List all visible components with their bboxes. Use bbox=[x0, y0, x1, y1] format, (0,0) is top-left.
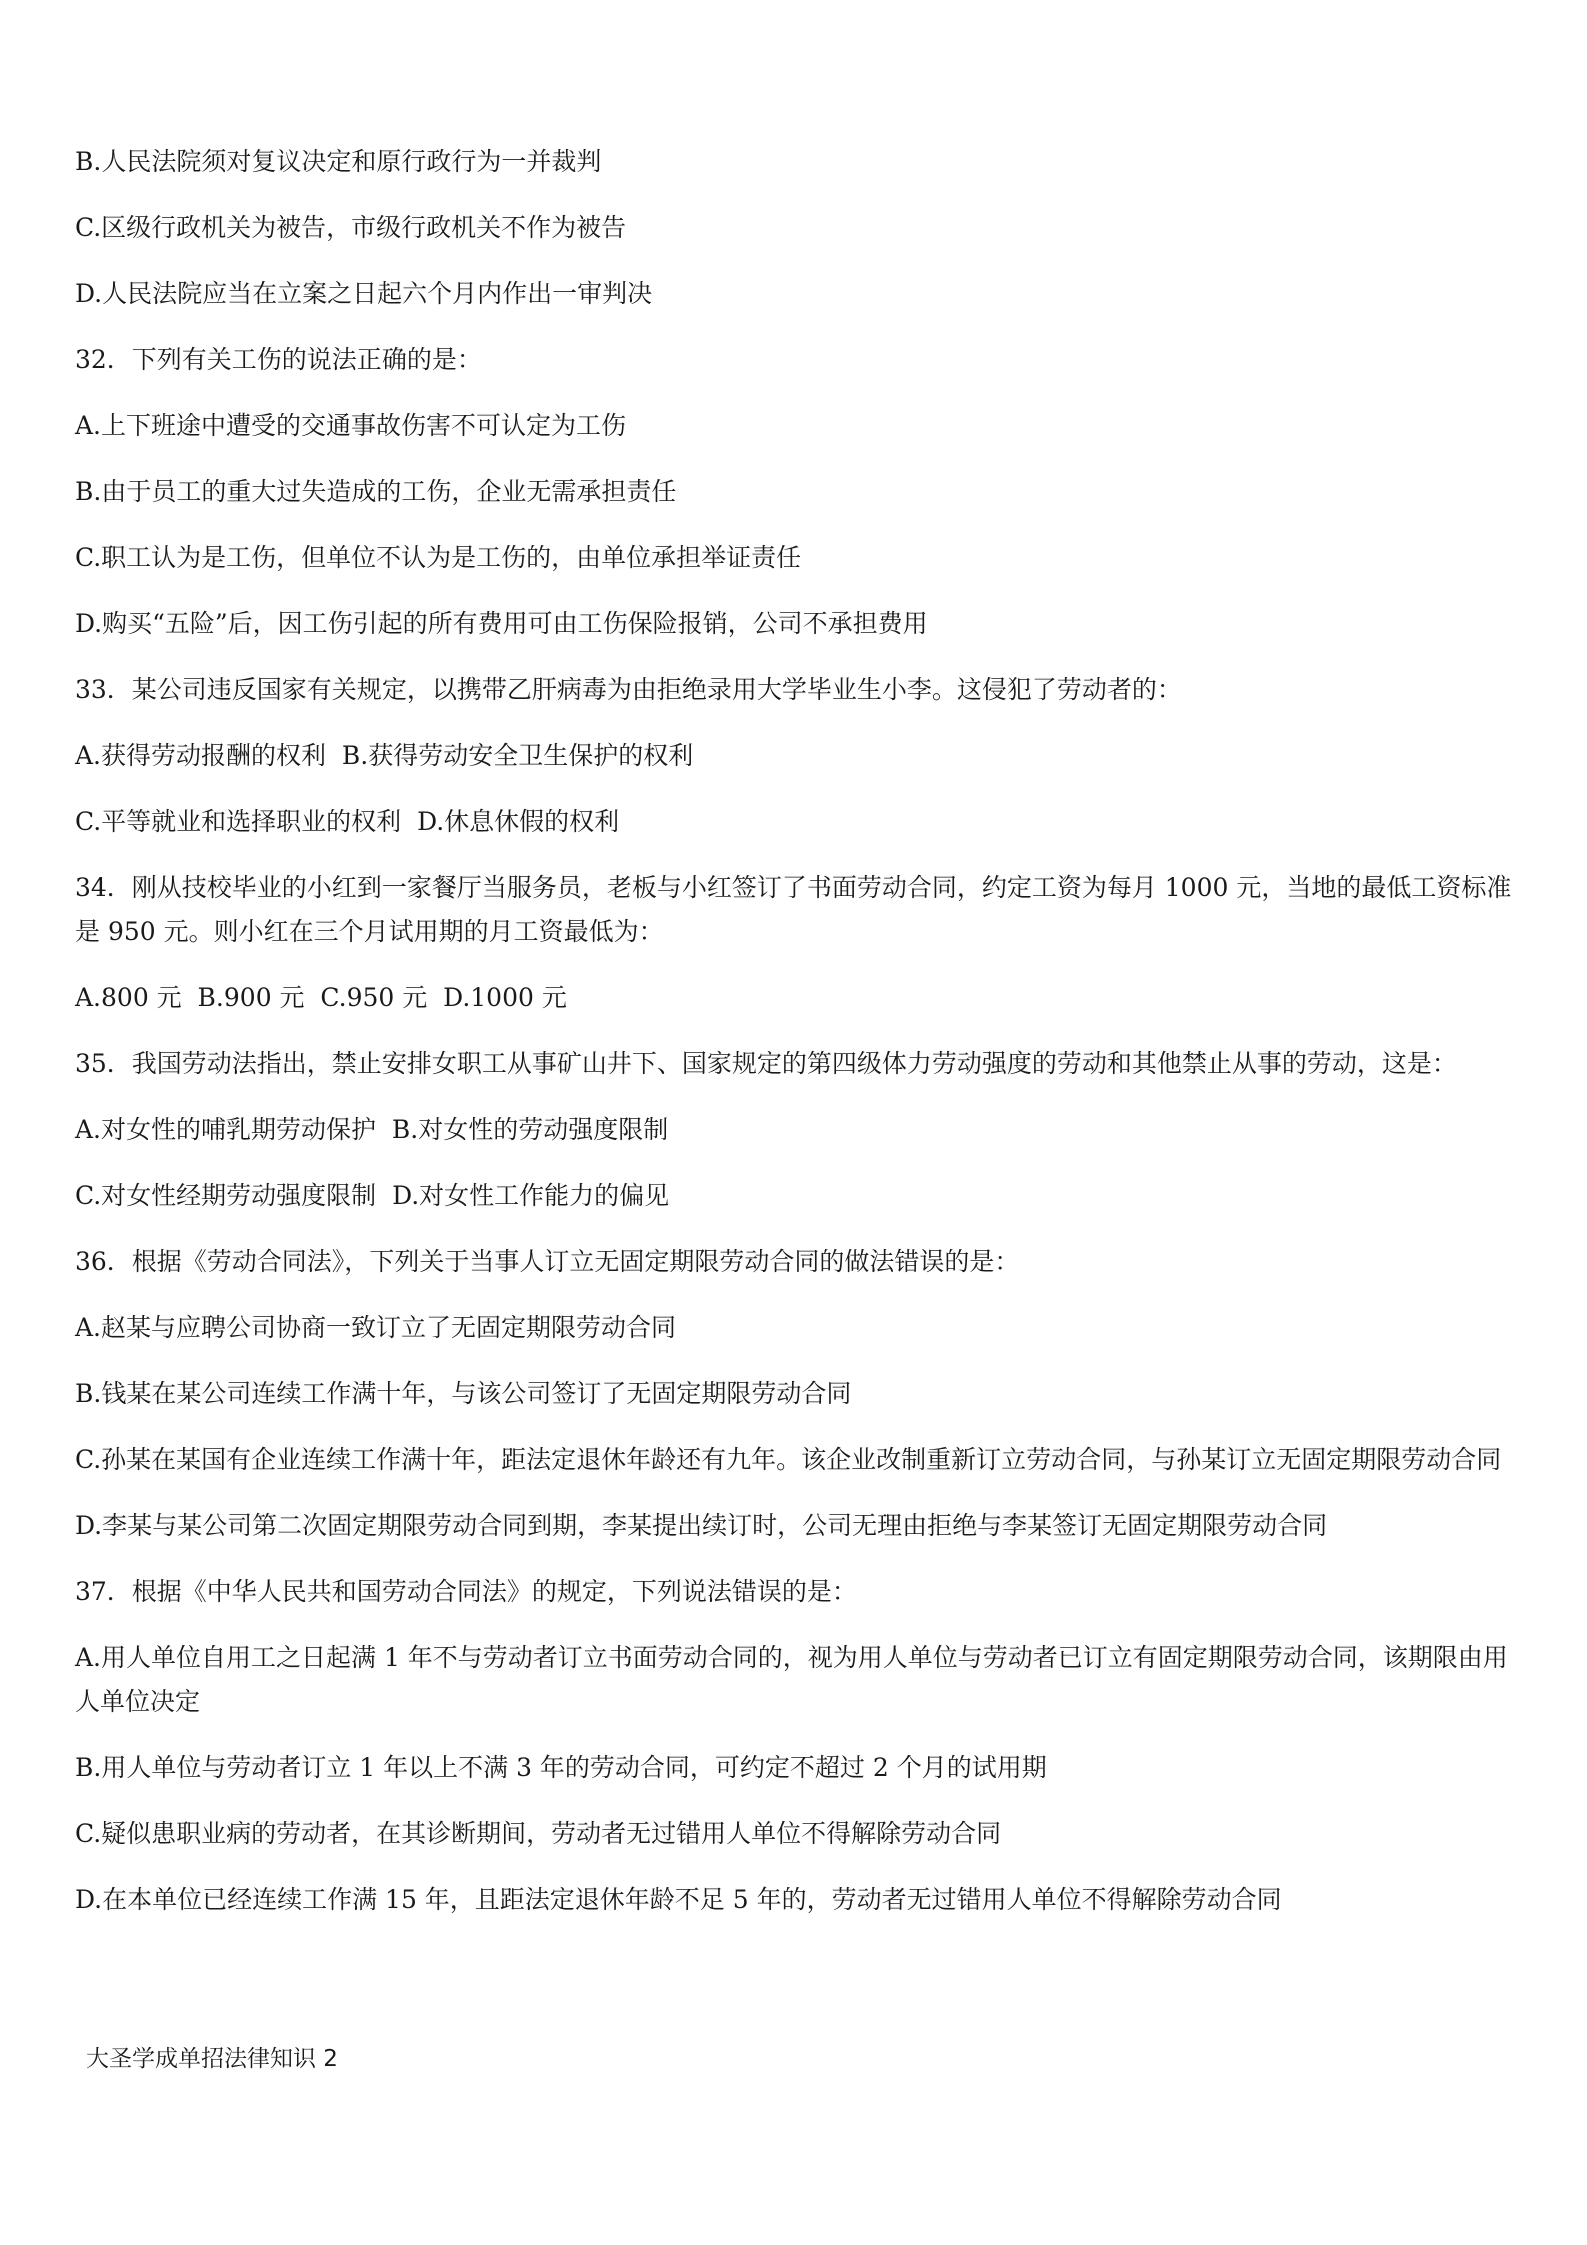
options-35-ab: A.对女性的哺乳期劳动保护 B.对女性的劳动强度限制 bbox=[75, 1115, 669, 1144]
option-32-d: D.购买“五险”后，因工伤引起的所有费用可由工伤保险报销，公司不承担费用 bbox=[75, 609, 928, 638]
option-36-a: A.赵某与应聘公司协商一致订立了无固定期限劳动合同 bbox=[75, 1313, 677, 1342]
option-37-b: B.用人单位与劳动者订立 1 年以上不满 3 年的劳动合同，可约定不超过 2 个月的试用期 bbox=[75, 1753, 1047, 1782]
question-32: 32．下列有关工伤的说法正确的是： bbox=[75, 345, 482, 374]
question-35: 35．我国劳动法指出，禁止安排女职工从事矿山井下、国家规定的第四级体力劳动强度的劳动和其他禁止从事的劳动，这是： bbox=[75, 1049, 1457, 1078]
option-37-d: D.在本单位已经连续工作满 15 年，且距法定退休年龄不足 5 年的，劳动者无过错用人单位不得解除劳动合同 bbox=[75, 1885, 1282, 1914]
options-33-cd: C.平等就业和选择职业的权利 D.休息休假的权利 bbox=[75, 807, 620, 836]
question-33: 33．某公司违反国家有关规定，以携带乙肝病毒为由拒绝录用大学毕业生小李。这侵犯了劳动者的： bbox=[75, 675, 1182, 704]
option-37-a: A.用人单位自用工之日起满 1 年不与劳动者订立书面劳动合同的，视为用人单位与劳动者已订立有固定期限劳动合同，该期限由用人单位决定 bbox=[75, 1643, 1508, 1716]
question-37: 37．根据《中华人民共和国劳动合同法》的规定，下列说法错误的是： bbox=[75, 1577, 857, 1606]
option-32-b: B.由于员工的重大过失造成的工伤，企业无需承担责任 bbox=[75, 477, 677, 506]
options-33-ab: A.获得劳动报酬的权利 B.获得劳动安全卫生保护的权利 bbox=[75, 741, 694, 770]
options-34: A.800 元 B.900 元 C.950 元 D.1000 元 bbox=[75, 983, 567, 1012]
option-36-b: B.钱某在某公司连续工作满十年，与该公司签订了无固定期限劳动合同 bbox=[75, 1379, 852, 1408]
page-content bbox=[75, 140, 1520, 1944]
option-32-c: C.职工认为是工伤，但单位不认为是工伤的，由单位承担举证责任 bbox=[75, 543, 802, 572]
option-32-a: A.上下班途中遭受的交通事故伤害不可认定为工伤 bbox=[75, 411, 627, 440]
question-34: 34．刚从技校毕业的小红到一家餐厅当服务员，老板与小红签订了书面劳动合同，约定工资为每月 1000 元，当地的最低工资标准是 950 元。则小红在三个月试用期的月工资最低为： bbox=[75, 873, 1512, 946]
option-31-d: D.人民法院应当在立案之日起六个月内作出一审判决 bbox=[75, 279, 653, 308]
options-35-cd: C.对女性经期劳动强度限制 D.对女性工作能力的偏见 bbox=[75, 1181, 670, 1210]
option-36-d: D.李某与某公司第二次固定期限劳动合同到期，李某提出续订时，公司无理由拒绝与李某签订无固定期限劳动合同 bbox=[75, 1511, 1328, 1540]
option-36-c: C.孙某在某国有企业连续工作满十年，距法定退休年龄还有九年。该企业改制重新订立劳动合同，与孙某订立无固定期限劳动合同 bbox=[75, 1445, 1502, 1474]
question-36: 36．根据《劳动合同法》，下列关于当事人订立无固定期限劳动合同的做法错误的是： bbox=[75, 1247, 1020, 1276]
page-footer: 大圣学成单招法律知识 2 bbox=[86, 2046, 338, 2072]
option-31-b: B.人民法院须对复议决定和原行政行为一并裁判 bbox=[75, 147, 602, 176]
option-37-c: C.疑似患职业病的劳动者，在其诊断期间，劳动者无过错用人单位不得解除劳动合同 bbox=[75, 1819, 1002, 1848]
option-31-c: C.区级行政机关为被告，市级行政机关不作为被告 bbox=[75, 213, 627, 242]
